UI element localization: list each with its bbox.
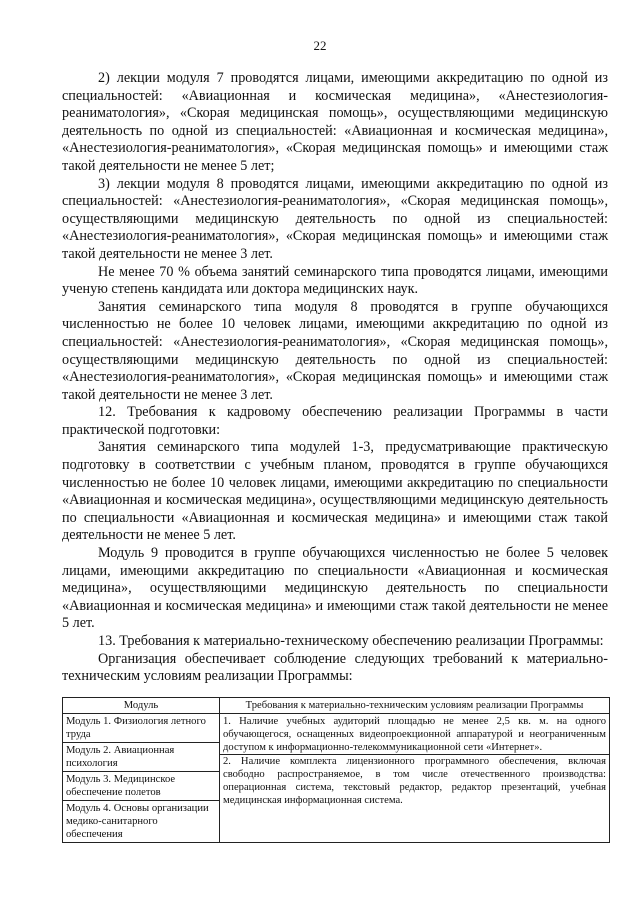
paragraph-organization: Организация обеспечивает соблюдение следующих требований к материально-техническим условиям реализации Программы: xyxy=(62,650,608,685)
paragraph-seminar-modules-1-3: Занятия семинарского типа модулей 1-3, предусматривающие практическую подготовку в соответствии с учебным планом, проводятся в группе обучающихся численностью не более 10 человек лицами, имеющими аккредитацию по специальности «Авиационная и космическая медицина», осуществляющими медицинскую деятельность по специальности «Авиационная и космическая медицина» и имеющими стаж такой деятельности не менее 5 лет. xyxy=(62,439,608,544)
header-requirements: Требования к материально-техническим условиям реализации Программы xyxy=(220,698,610,714)
paragraph-module-9: Модуль 9 проводится в группе обучающихся численностью не более 5 человек лицами, имеющими аккредитацию по специальности «Авиационная и космическая медицина», осуществляющими медицинскую деятельность по специальности «Авиационная и космическая медицина» и имеющими стаж такой деятельности не менее 5 лет. xyxy=(62,545,608,632)
module-cell: Модуль 2. Авиационная психология xyxy=(63,743,220,772)
table-row xyxy=(63,714,610,743)
paragraph-lectures-module-7: 2) лекции модуля 7 проводятся лицами, имеющими аккредитацию по одной из специальностей: «Авиационная и космическая медицина», «Анестезиология-реаниматология», «Скорая медицинская помощь», осуществляющими медицинскую деятельность по одной из специальностей: «Авиационная и космическая медицина», «Анестезиология-реаниматология», «Скорая медицинская помощь» и имеющими стаж такой деятельности не менее 5 лет; xyxy=(62,70,608,174)
paragraph-seminar-module-8: Занятия семинарского типа модуля 8 проводятся в группе обучающихся численностью не более 10 человек лицами, имеющими аккредитацию по одной из специальностей: «Анестезиология-реаниматология», «Скорая медицинская помощь», осуществляющими медицинскую деятельность по одной из специальностей: «Анестезиология-реаниматология», «Скорая медицинская помощь» и имеющими стаж такой деятельности не менее 3 лет. xyxy=(62,298,608,403)
page-number: 22 xyxy=(313,38,327,53)
requirement-item: 1. Наличие учебных аудиторий площадью не менее 2,5 кв. м. на одного обучающегося, оснащенных видеопроекционной аппаратурой и неограниченным доступом к информационно-телекоммуникационной сети «Интернет». xyxy=(223,716,606,753)
module-cell: Модуль 3. Медицинское обеспечение полетов xyxy=(63,772,220,801)
table-header-row xyxy=(63,698,610,714)
header-module: Модуль xyxy=(63,698,220,714)
requirements-table xyxy=(62,697,610,843)
requirements-cell xyxy=(220,714,610,843)
module-cell: Модуль 4. Основы организации медико-санитарного обеспечения xyxy=(63,801,220,843)
paragraph-section-13: 13. Требования к материально-техническому обеспечению реализации Программы: xyxy=(98,633,604,649)
requirement-item: 2. Наличие комплекта лицензионного программного обеспечения, включая свободно распространяемое, в том числе отечественного производства: операционная система, текстовый редактор, редактор презентаций, учебная медицинская информационная система. xyxy=(220,754,609,807)
document-body xyxy=(62,70,608,686)
paragraph-seminar-degree: Не менее 70 % объема занятий семинарского типа проводятся лицами, имеющими ученую степень кандидата или доктора медицинских наук. xyxy=(62,263,608,298)
module-cell: Модуль 1. Физиология летного труда xyxy=(63,714,220,743)
paragraph-lectures-module-8: 3) лекции модуля 8 проводятся лицами, имеющими аккредитацию по одной из специальностей: «Анестезиология-реаниматология», «Скорая медицинская помощь», осуществляющими медицинскую деятельность по одной из специальностей: «Анестезиология-реаниматология», «Скорая медицинская помощь» и имеющими стаж такой деятельности не менее 3 лет. xyxy=(62,175,608,262)
paragraph-section-12: 12. Требования к кадровому обеспечению реализации Программы в части практической подготовки: xyxy=(62,404,608,438)
